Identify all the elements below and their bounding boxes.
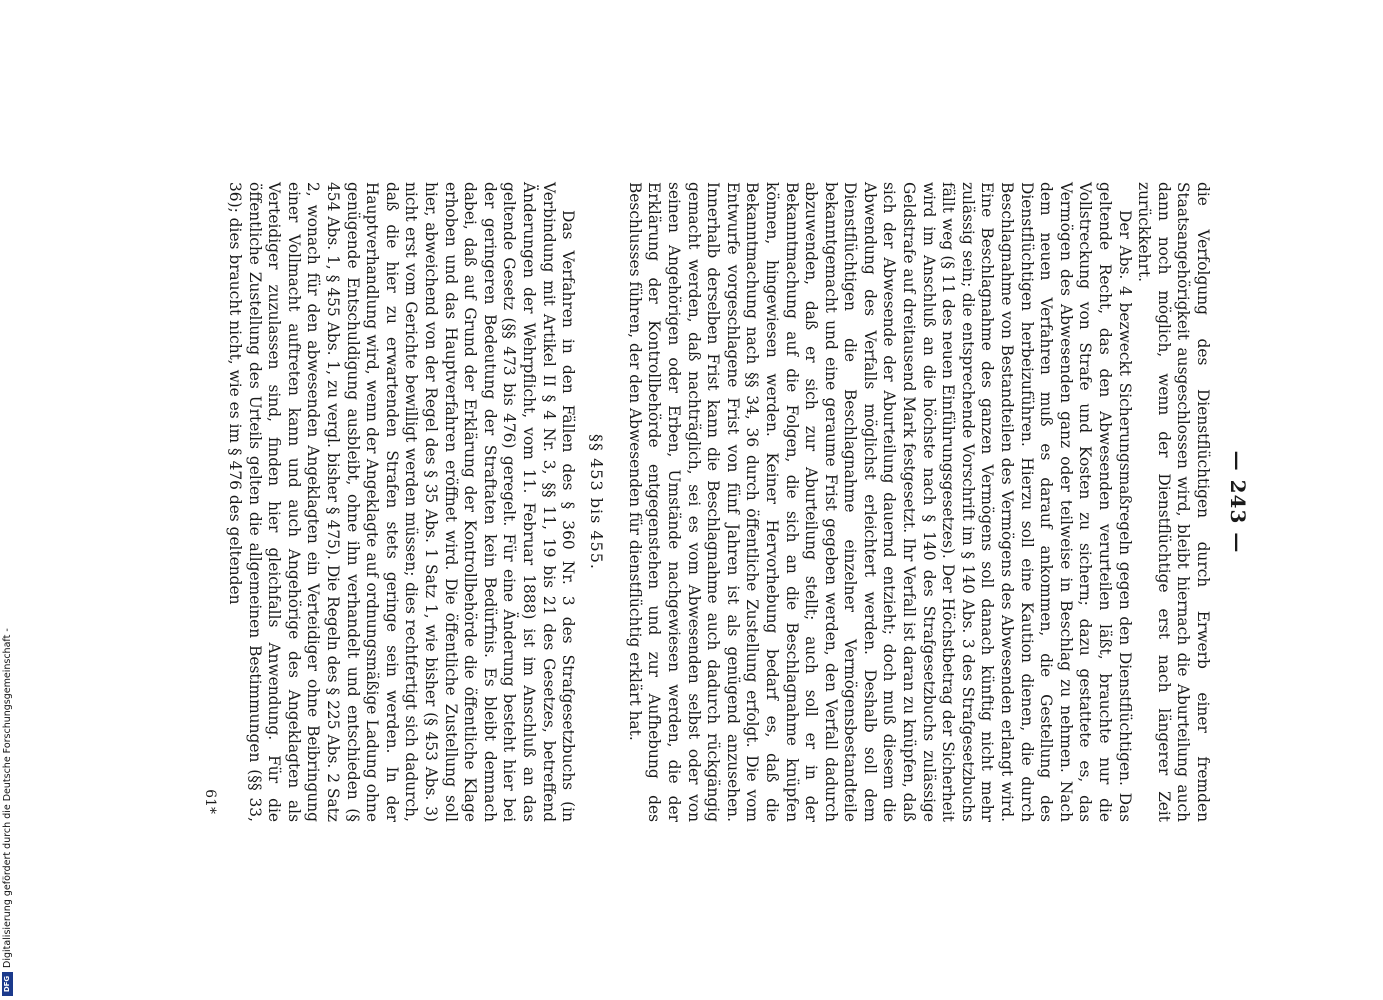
page-number: — 243 — xyxy=(1226,450,1250,554)
section-heading: §§ 453 bis 455. xyxy=(587,434,607,570)
paragraph-1: die Verfolgung des Dienstflüchtigen durch Erwerb einer fremden Staatsangehörigkeit ausgeschlossen wird, bleibt hiernach die Aburteilung auch dann noch möglich, wenn der Dienstflüchtige erst nach längerer Zeit zurückkehrt. xyxy=(1135,182,1212,822)
paragraph-2: Der Abs. 4 bezweckt Sicherungsmaßregeln gegen den Dienstflüchtigen. Das geltende Recht, das den Abwesenden verurteilen läßt, brauchte nur die Vollstreckung von Strafe und Kosten zu sichern; dazu gestattete es, das Vermögen des Abwesenden ganz oder teilweise in Beschlag zu nehmen. Nach dem neuen Verfahren muß es darauf ankommen, die Gestellung des Dienstflüchtigen herbeizuführen. Hierzu soll eine Kaution dienen, die durch Beschlagnahme von Bestandteilen des Vermögens des Abwesenden erlangt wird. Eine Beschlagnahme des ganzen Vermögens soll danach künftig nicht mehr zulässig sein; die entsprechende Vorschrift im § 140 Abs. 3 des Strafgesetzbuchs fällt weg (§ 11 des neuen Einführungsgesetzes). Der Höchstbetrag der Sicherheit wird im Anschluß an die höchste nach § 140 des Strafgesetzbuchs zulässige Geldstrafe auf dreitausend Mark festgesetzt. Ihr Verfall ist daran zu knüpfen, daß sich der Abwesende der Aburteilung dauernd entzieht; doch muß diesem die Abwendung des Verfalls möglichst erleichtert werden. Deshalb soll dem Dienstflüchtigen die Beschlagnahme einzelner Vermögensbestandteile bekanntgemacht und eine geraume Frist gegeben werden, den Verfall dadurch abzuwenden, daß er sich zur Aburteilung stellt; auch soll er in der Bekanntmachung auf die Folgen, die sich an die Beschlagnahme knüpfen können, hingewiesen werden. Keiner Hervorhebung bedarf es, daß die Bekanntmachung nach §§ 34, 36 durch öffentliche Zustellung erfolgt. Die vom Entwurfe vorgeschlagene Frist von fünf Jahren ist als genügend anzusehen. Innerhalb derselben Frist kann die Beschlagnahme auch dadurch rückgängig gemacht werden, daß nachträglich, sei es vom Abwesenden selbst oder von seinen Angehörigen oder Erben, Umstände nachgewiesen werden, die der Erklärung der Kontrollbehörde entgegenstehen und zur Aufhebung des Beschlusses führen, der den Abwesenden für dienstflüchtig erklärt hat. xyxy=(625,182,1134,822)
dfg-logo-icon: DFG xyxy=(2,972,13,996)
rotated-book-page xyxy=(140,182,1250,822)
digitization-sidebar xyxy=(0,0,18,1000)
paragraph-3: Das Verfahren in den Fällen des § 360 Nr. 3 des Strafgesetzbuchs (in Verbindung mit Artikel II § 4 Nr. 3, §§ 11, 19 bis 21 des Gesetzes, betreffend Änderungen der Wehrpflicht, vom 11. Februar 1888) ist im Anschluß an das geltende Gesetz (§§ 473 bis 476) geregelt. Für eine Änderung besteht hier bei der geringeren Bedeutung der Straftaten kein Bedürfnis. Es bleibt demnach dabei, daß auf Grund der Erklärung der Kontrollbehörde die öffentliche Klage erhoben und das Hauptverfahren eröffnet wird. Die öffentliche Zustellung soll hier, abweichend von der Regel des § 35 Abs. 1 Satz 1, wie bisher (§ 453 Abs. 3) nicht erst vom Gerichte bewilligt werden müssen; dies rechtfertigt sich dadurch, daß die hier zu erwartenden Strafen stets geringe sein werden. In der Hauptverhandlung wird, wenn der Angeklagte auf ordnungsmäßige Ladung ohne genügende Entschuldigung ausbleibt, ohne ihn verhandelt und entschieden (§ 454 Abs. 1, § 455 Abs. 1, zu vergl. bisher § 475). Die Regeln des § 225 Abs. 2 Satz 2, wonach für den abwesenden Angeklagten ein Verteidiger ohne Beibringung einer Vollmacht auftreten kann und auch Angehörige des Angeklagten als Verteidiger zuzulassen sind, finden hier gleichfalls Anwendung. Für die öffentliche Zustellung des Urteils gelten die allgemeinen Bestimmungen (§§ 33, 36); dies braucht nicht, wie es im § 476 des geltenden xyxy=(226,182,578,822)
sidebar-credit-text: Digitalisierung gefördert durch die Deutsche Forschungsgemeinschaft - xyxy=(2,628,13,968)
signature-mark: 61* xyxy=(202,789,219,814)
sidebar-credit xyxy=(2,296,13,996)
